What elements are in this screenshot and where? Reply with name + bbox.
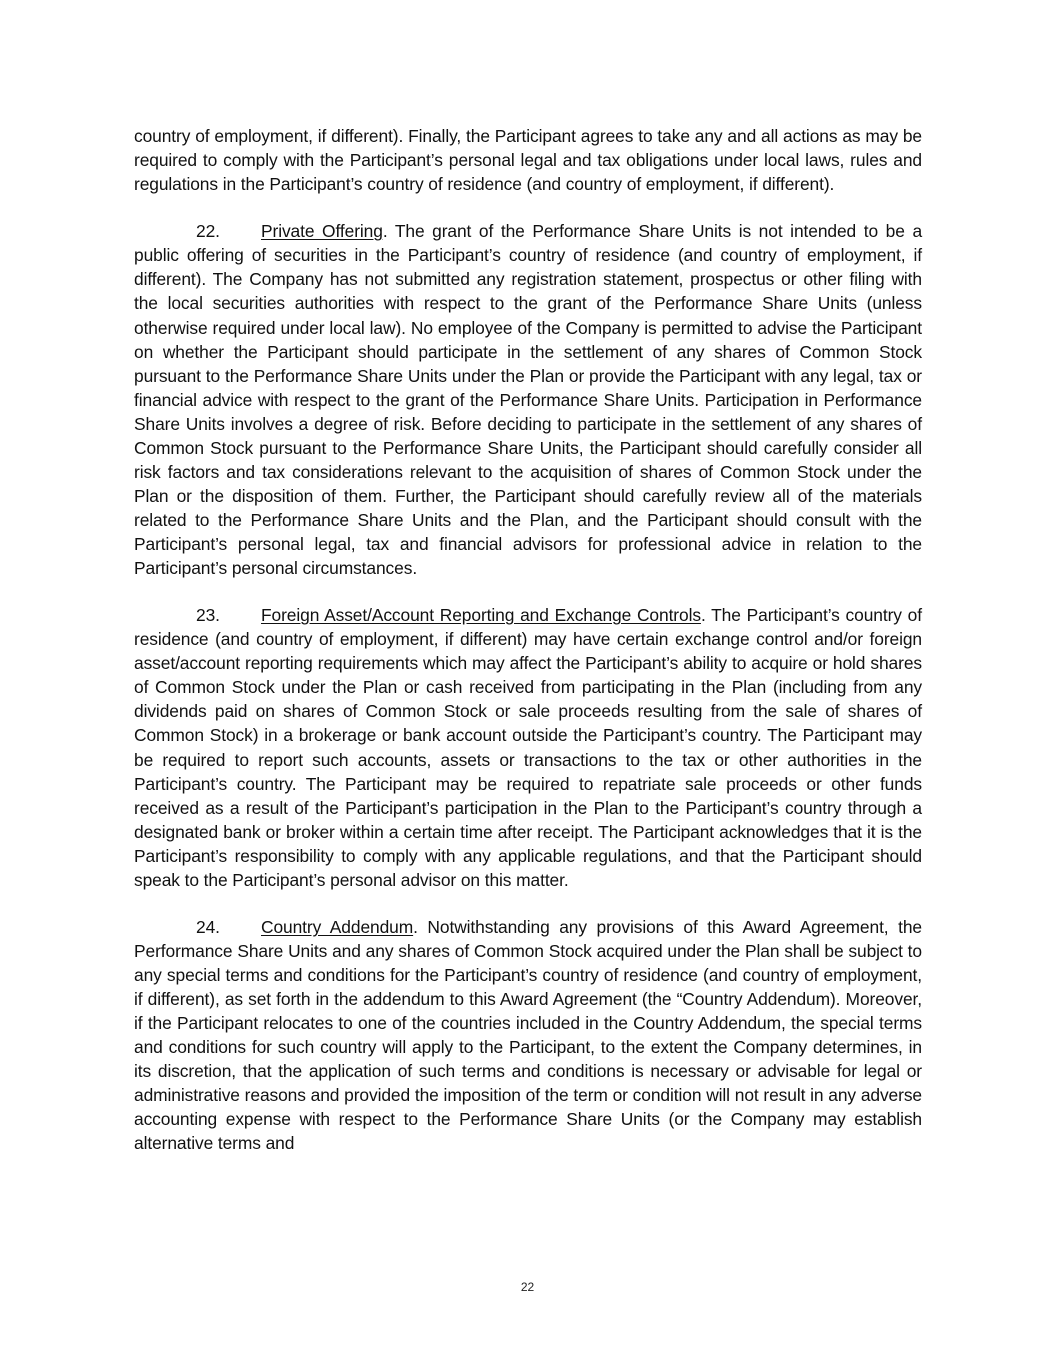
- section-heading: Private Offering: [261, 221, 383, 242]
- section-heading: Country Addendum: [261, 916, 414, 937]
- document-body: [134, 124, 922, 1179]
- section-text: . Notwithstanding any provisions of this Award Agreement, the Performance Share Units and any shares of Common Stock acquired under the Plan shall be subject to any special terms and conditions for the Participant’s country of residence (and country of employment, if different), as set forth in the addendum to this Award Agreement (the “Country Addendum). Moreover, if the Participant relocates to one of the countries included in the Country Addendum, the special terms and conditions for such country will apply to the Participant, to the extent the Company determines, in its discretion, that the application of such terms and conditions is necessary or advisable for legal or administrative reasons and provided the imposition of the term or condition will not result in any adverse accounting expense with respect to the Performance Share Units (or the Company may establish alternative terms and: [134, 916, 922, 1154]
- section-22-private-offering: [134, 219, 922, 580]
- section-text: . The grant of the Performance Share Units is not intended to be a public offering of securities in the Participant’s country of residence (and country of employment, if different). The Company has not submitted any registration statement, prospectus or other filing with the local securities authorities with respect to the grant of the Performance Share Units (unless otherwise required under local law). No employee of the Company is permitted to advise the Participant on whether the Participant should participate in the settlement of any shares of Common Stock pursuant to the Performance Share Units under the Plan or provide the Participant with any legal, tax or financial advice with respect to the grant of the Performance Share Units. Participation in Performance Share Units involves a degree of risk. Before deciding to participate in the settlement of any shares of Common Stock pursuant to the Performance Share Units, the Participant should carefully consider all risk factors and tax considerations relevant to the acquisition of shares of Common Stock under the Plan or the disposition of them. Further, the Participant should carefully review all of the materials related to the Performance Share Units and the Plan, and the Participant should consult with the Participant’s personal legal, tax and financial advisors for professional advice in relation to the Participant’s personal circumstances.: [134, 221, 923, 578]
- section-number: 24.: [196, 916, 220, 937]
- section-number: 23.: [196, 605, 220, 626]
- section-23-foreign-asset-reporting: [134, 603, 922, 892]
- section-heading: Foreign Asset/Account Reporting and Exchange Controls: [261, 605, 701, 626]
- paragraph-text: country of employment, if different). Finally, the Participant agrees to take any and all actions as may be required to comply with the Participant’s personal legal and tax obligations under local laws, rules and regulations in the Participant’s country of residence (and country of employment, if different).: [134, 126, 922, 195]
- section-number: 22.: [196, 221, 220, 242]
- section-24-country-addendum: [134, 915, 922, 1155]
- page-number: 22: [520, 1280, 535, 1294]
- paragraph-continuation: [134, 124, 922, 196]
- section-text: . The Participant’s country of residence (and country of employment, if different) may have certain exchange control and/or foreign asset/account reporting requirements which may affect the Participant’s ability to acquire or hold shares of Common Stock under the Plan or cash received from participating in the Plan (including from any dividends paid on shares of Common Stock or sale proceeds resulting from the sale of shares of Common Stock) in a brokerage or bank account outside the Participant’s country. The Participant may be required to report such accounts, assets or transactions to the tax or other authorities in the Participant’s country. The Participant may be required to repatriate sale proceeds or other funds received as a result of the Participant’s participation in the Plan to the Participant’s country through a designated bank or broker within a certain time after receipt. The Participant acknowledges that it is the Participant’s responsibility to comply with any applicable regulations, and that the Participant should speak to the Participant’s personal advisor on this matter.: [134, 605, 922, 890]
